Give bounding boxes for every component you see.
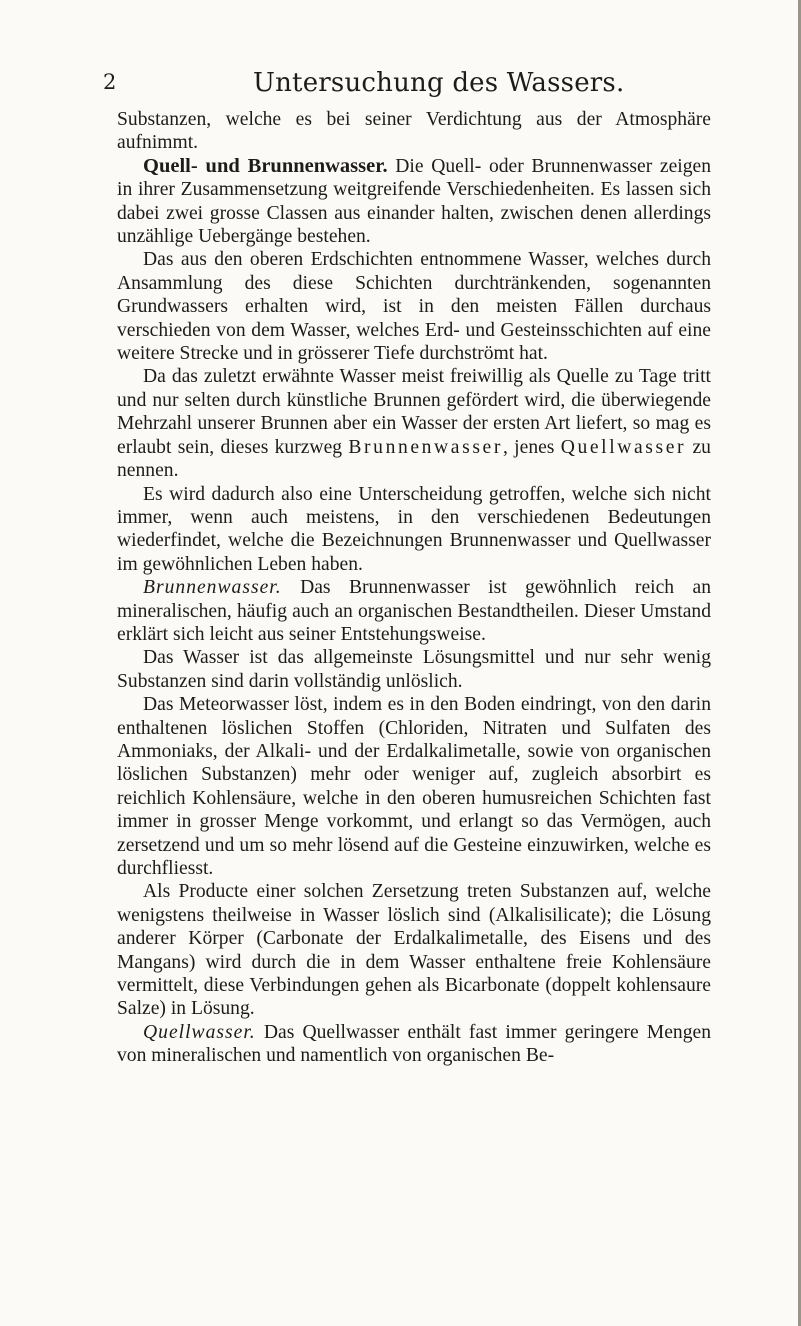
running-title: Untersuchung des Wassers. (253, 68, 625, 98)
text-run: Das Wasser ist das allgemeinste Lösungsmittel und nur sehr wenig Substanzen sind darin vollständig unlöslich. (117, 647, 711, 692)
text-run: Da das zuletzt erwähnte Wasser meist freiwillig als Quelle zu Tage tritt und nur selten durch künstliche Brunnen gefördert wird, die überwiegende Mehrzahl unserer Brunnen aber ein Wasser der ersten Art liefert, so mag es erlaubt sein, dieses kurzweg (117, 366, 711, 458)
page-header (103, 68, 711, 108)
text-run: Das Brunnenwasser ist gewöhnlich reich an mineralischen, häufig auch an organischen Bestandtheilen. Dieser Umstand erklärt sich leicht aus seiner Entstehungsweise. (117, 577, 711, 645)
paragraph-p0 (117, 108, 711, 155)
paragraph-p6 (117, 646, 711, 693)
text-run: Es wird dadurch also eine Unterscheidung getroffen, welche sich nicht immer, wenn auch meistens, in den verschiedenen Bedeutungen wiederfindet, welche die Bezeichnungen Brunnenwasser und Quellwasser im gewöhnlichen Leben haben. (117, 483, 711, 575)
body-text (117, 108, 711, 1068)
text-run: Das aus den oberen Erdschichten entnommene Wasser, welches durch Ansammlung des diese Schichten durchtränkenden, sogenannten Grundwassers erhalten wird, ist in den meisten Fällen durchaus verschieden von dem Wasser, welches Erd- und Gesteinsschichten auf eine weitere Strecke und in grösserer Tiefe durchströmt hat. (117, 249, 711, 365)
text-run: Das Quellwasser enthält fast immer geringere Mengen von mineralischen und namentlich von organischen Be- (117, 1021, 711, 1067)
subsection-heading: Brunnenwasser. (143, 577, 282, 599)
paragraph-p4 (117, 483, 711, 577)
text-run: , jenes (502, 436, 561, 458)
page-number: 2 (103, 70, 117, 94)
section-heading: Quell- und Brunnenwasser. (143, 154, 388, 177)
paragraph-p1 (117, 155, 711, 249)
text-run: Die Quell- oder Brunnenwasser zeigen in ihrer Zusammensetzung weitgreifende Verschiedenheiten. Es lassen sich dabei zwei grosse Classen aus einander halten, zwischen denen allerdings unzählige Uebergänge bestehen. (117, 155, 712, 248)
text-run: Substanzen, welche es bei seiner Verdichtung aus der Atmosphäre aufnimmt. (117, 109, 711, 154)
text-run: Das Meteorwasser löst, indem es in den Boden eindringt, von den darin enthaltenen löslichen Stoffen (Chloriden, Nitraten und Sulfaten des Ammoniaks, der Alkali- und der Erdalkalimetalle, sowie von organischen löslichen Substanzen) mehr oder weniger auf, zugleich absorbirt es reichlich Kohlensäure, welche in den oberen humusreichen Schichten fast immer in grosser Menge vorkommt, und erlangt so das Vermögen, auch zersetzend und um so mehr lösend auf die Gesteine einzuwirken, welche es durchfliesst. (117, 694, 711, 879)
text-run: Als Producte einer solchen Zersetzung treten Substanzen auf, welche wenigstens theilweise in Wasser löslich sind (Alkalisilicate); die Lösung anderer Körper (Carbonate der Erdalkalimetalle, des Eisens und des Mangans) wird durch die in dem Wasser enthaltene freie Kohlensäure vermittelt, diese Verbindungen gehen als Bicarbonate (doppelt kohlensaure Salze) in Lösung. (117, 881, 711, 1020)
paragraph-p3 (117, 365, 711, 482)
paragraph-p8 (117, 880, 711, 1020)
paragraph-p5 (117, 576, 711, 646)
paragraph-p9 (117, 1021, 711, 1068)
text-run: zu nennen. (117, 436, 711, 482)
paragraph-p2 (117, 248, 711, 365)
paragraph-p7 (117, 693, 711, 880)
subsection-heading: Quellwasser. (143, 1021, 256, 1043)
emphasized-term: Quellwasser (560, 436, 687, 458)
emphasized-term: Brunnenwasser (348, 436, 503, 458)
